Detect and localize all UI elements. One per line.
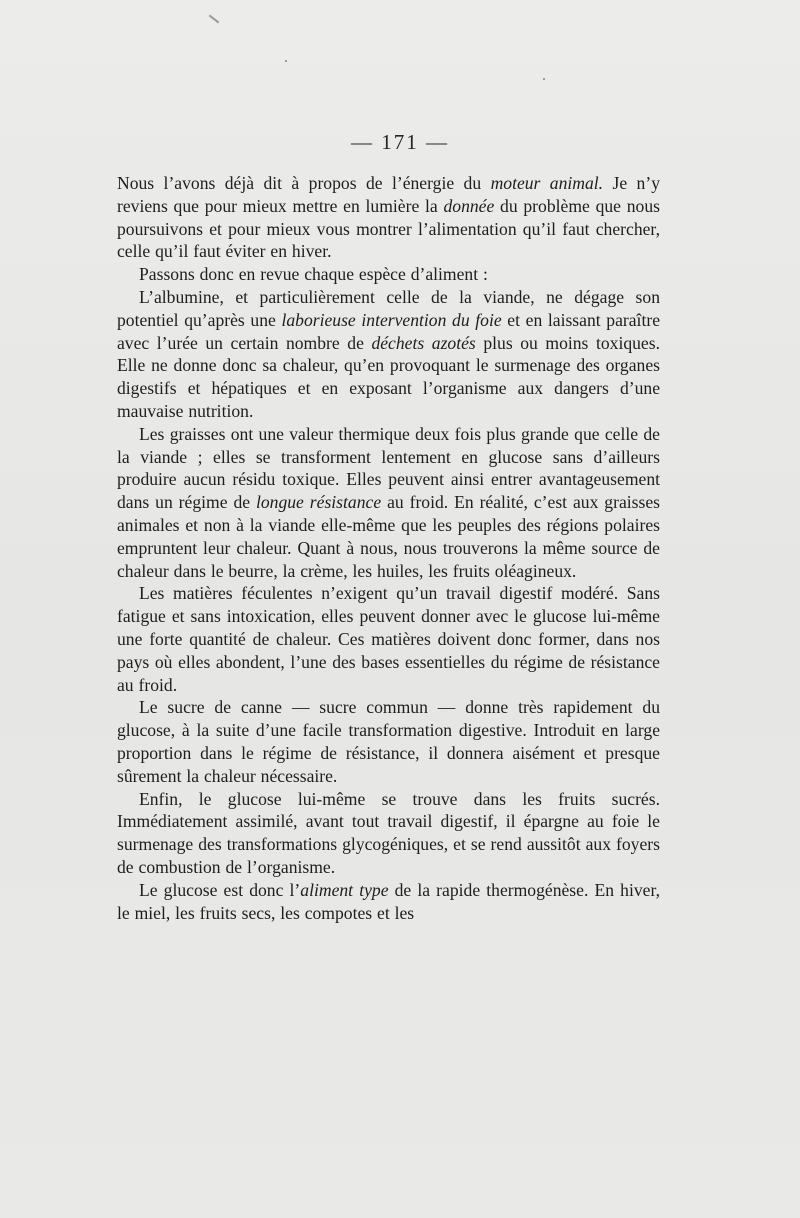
text-run: du problème que nous poursuivons et pour mieux vous montrer l’alimentation qu’il faut chercher, celle qu’il faut éviter en hiver. <box>117 195 660 262</box>
page-number: — 171 — <box>351 130 449 154</box>
text-run: Passons donc en revue chaque espèce d’aliment : <box>139 264 488 285</box>
scan-speck <box>285 60 287 62</box>
italic-text: moteur animal. <box>490 173 604 193</box>
text-run: Le sucre de canne — sucre commun — donne très rapidement du glucose, à la suite d’une facile transformation digestive. Introduit en large proportion dans le régime de résistance, il donnera aisément et presque sûrement la chaleur nécessaire. <box>117 697 660 786</box>
text-run: Je n’y reviens que pour mieux mettre en lumière la <box>117 173 661 216</box>
text-run: Les matières féculentes n’exigent qu’un travail digestif modéré. Sans fatigue et sans intoxication, elles peuvent donner avec le glucose lui-même une forte quantité de chaleur. Ces matières doivent donc former, dans nos pays où elles abondent, l’une des bases essentielles du régime de résistance au froid. <box>117 583 660 695</box>
scan-speck <box>543 78 545 80</box>
paragraph <box>117 582 660 696</box>
scan-speck <box>209 15 220 24</box>
paragraph <box>117 788 660 879</box>
body-text <box>117 172 660 924</box>
paragraph <box>117 263 660 286</box>
paragraph <box>117 172 660 263</box>
italic-text: laborieuse intervention du foie <box>281 309 502 330</box>
text-run: de la rapide thermogénèse. En hiver, le miel, les fruits secs, les compotes et les <box>117 879 660 923</box>
text-run: Le glucose est donc l’ <box>139 879 301 900</box>
text-run: Enfin, le glucose lui-même se trouve dans les fruits sucrés. Immédiatement assimilé, avant tout travail digestif, il épargne au foie le surmenage des transformations glycogéniques, et se rend aussitôt aux foyers de combustion de l’organisme. <box>117 788 660 877</box>
text-run: et en laissant paraître avec l’urée un certain nombre de <box>117 309 661 353</box>
text-run: au froid. En réalité, c’est aux graisses animales et non à la viande elle-même que les peuples des régions polaires empruntent leur chaleur. Quant à nous, nous trouverons la même source de chaleur dans le beurre, la crème, les huiles, les fruits oléagineux. <box>117 492 661 581</box>
paragraph <box>117 423 660 583</box>
paragraph <box>117 286 660 423</box>
text-run: Les graisses ont une valeur thermique deux fois plus grande que celle de la viande ; elles se transforment lentement en glucose sans d’ailleurs produire aucun résidu toxique. Elles peuvent ainsi entrer avantageusement dans un régime de <box>117 423 660 513</box>
italic-text: déchets azotés <box>371 332 476 353</box>
paragraph <box>117 696 660 787</box>
text-run: L’albumine, et particulièrement celle de la viande, ne dégage son potentiel qu’après une <box>117 286 660 330</box>
paragraph <box>117 879 660 925</box>
italic-text: aliment type <box>300 879 389 900</box>
italic-text: donnée <box>443 195 495 216</box>
italic-text: longue résistance <box>255 492 382 513</box>
text-run: plus ou moins toxiques. Elle ne donne donc sa chaleur, qu’en provoquant le surmenage des organes digestifs et hépatiques et en exposant l’organisme aux dangers d’une mauvaise nutrition. <box>117 332 660 421</box>
text-run: Nous l’avons déjà dit à propos de l’énergie du <box>117 173 491 193</box>
